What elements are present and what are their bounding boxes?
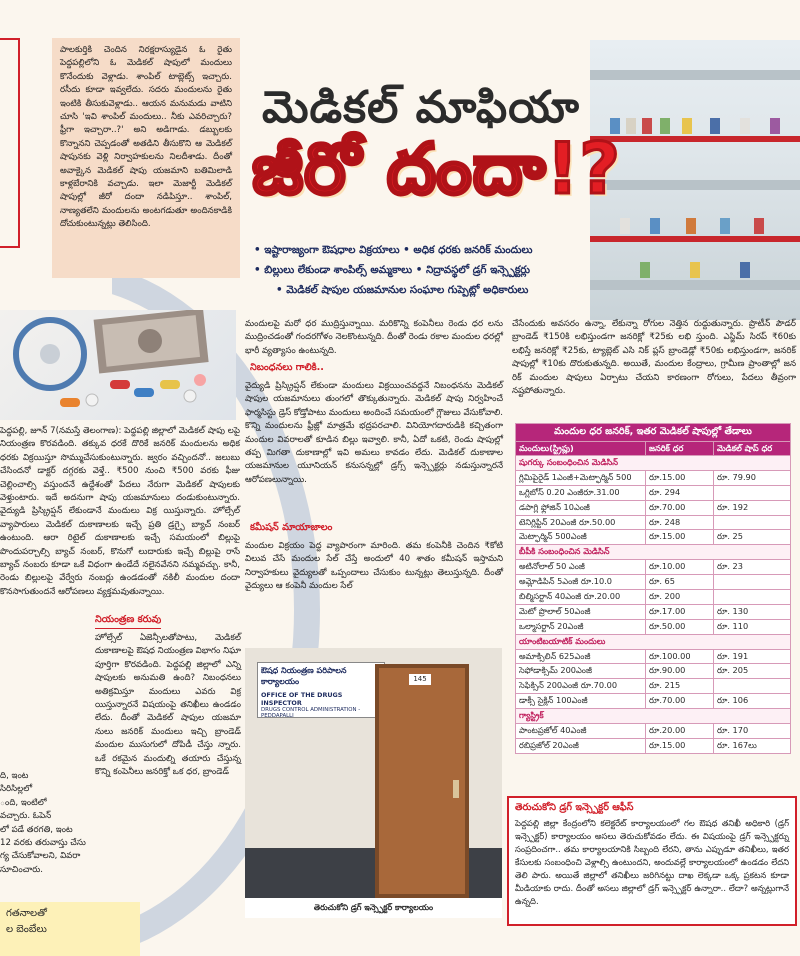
middle-column-lead: మందులపై మరో ధర ముద్రిస్తున్నాయి. మరికొన్ని కంపెనీలు రెండు ధర లను ముద్రించడంతో గందరగోళం నెలకొంటున్నది. దీంతో రెండు రకాల మందుల ధరల్లో భారీ వ్యత్యాసం ఉంటున్నది. bbox=[245, 319, 503, 356]
headline-line1: మెడికల్ మాఫియా bbox=[262, 82, 580, 133]
table-cell-name: అటినోలాల్ 50 ఎంజీ bbox=[516, 560, 646, 575]
sign-line3: DRUGS CONTROL ADMINISTRATION - PEDDAPALLI bbox=[261, 707, 361, 719]
table-category-row bbox=[516, 456, 791, 471]
table-cell-generic: రూ. 200 bbox=[646, 590, 714, 605]
table-cell-shop: రూ. 106 bbox=[714, 694, 791, 709]
table-cell-shop bbox=[714, 515, 791, 530]
table-cell-shop: రూ. 79.90 bbox=[714, 470, 791, 485]
door-handle bbox=[453, 780, 459, 798]
table-row bbox=[516, 560, 791, 575]
drug-inspector-office-photo bbox=[245, 648, 502, 918]
table-cell-name: పాంటప్రజోల్ 40ఎంజీ bbox=[516, 724, 646, 739]
table-row bbox=[516, 724, 791, 739]
table-cell-shop bbox=[714, 575, 791, 590]
table-category-label: బీపీకి సంబంధించిన మెడిసిన్ bbox=[516, 545, 791, 560]
table-cell-generic: రూ. 248 bbox=[646, 515, 714, 530]
edge-fragment: 12 వరకు తరువాస్తు చేసు bbox=[0, 838, 86, 849]
bullet-line-1: • ఇష్టారాజ్యంగా ఔషధాల విక్రయాలు • అధిక ధరకు జనరిక్ మందులు bbox=[254, 244, 533, 256]
bullet-line-2: • బిల్లులు లేకుండా శాంపిల్స్ అమ్మకాలు • నిద్రావస్థలో డ్రగ్ ఇన్స్పెక్టర్లు bbox=[254, 264, 531, 276]
table-category-row bbox=[516, 634, 791, 649]
table-cell-name: సెఫోడాక్సిమ్ 200ఎంజీ bbox=[516, 664, 646, 679]
table-cell-name: మెట్ఫార్మిన్ 500ఎంజీ bbox=[516, 530, 646, 545]
drug-inspector-body: పెద్దపల్లి జిల్లా కేంద్రంలోని కలెక్టరేట్ కార్యాలయంలో గల ఔషధ తనిఖీ అధికారి (డ్రగ్ ఇన్స్పెక్టర్) కార్యాలయం అసలు తెరుచుకోవడం లేదు. ఈ విషయంపై డ్రగ్ ఇన్స్పెక్టర్ను సంప్రదించగా.. తమ కార్యాలయానికి సిబ్బంది లేరని, తాను ఎప్పుడూ తనిఖీలు, ఇతర కేసులకు సంబంధించి వెళ్లాల్సి ఉంటుందని, అందువల్లే కార్యాలయంలో ఉండడం లేదని తెలి పారు. అయితే జిల్లాలో తనిఖీలు జరిగినట్టు దాఖ లెక్కడా ఒక్క ప్రకటన కూడా మీడియాకు రాదు. దీంతో అసలు జిల్లాలో డ్రగ్ ఇన్స్పెక్టర్ ఉన్నారా.. లేదా? అన్నట్లుగానే ఉన్నది. bbox=[515, 818, 789, 906]
pharmacy-shelf-photo bbox=[590, 40, 800, 320]
drug-inspector-box bbox=[507, 796, 797, 926]
headline-line2: జీరో దందా!? bbox=[252, 128, 621, 210]
table-row bbox=[516, 485, 791, 500]
table-category-row bbox=[516, 709, 791, 724]
table-row bbox=[516, 649, 791, 664]
table-row bbox=[516, 590, 791, 605]
table-cell-shop: రూ. 205 bbox=[714, 664, 791, 679]
table-cell-generic: రూ. 215 bbox=[646, 679, 714, 694]
table-cell-name: అమ్లోడిపిన్ 5ఎంజీ రూ.10.0 bbox=[516, 575, 646, 590]
office-door bbox=[375, 664, 469, 898]
table-cell-name: ఒల్మాసర్టాన్ 20ఎంజీ bbox=[516, 619, 646, 634]
table-cell-name: ఒగ్లిబోస్ 0.20 ఎంజీరూ.31.00 bbox=[516, 485, 646, 500]
table-title: మందుల ధర జనరిక్, ఇతర మెడికల్ షాపుల్లో తేడాలు bbox=[516, 424, 791, 442]
table-cell-generic: రూ.20.00 bbox=[646, 724, 714, 739]
sign-line1: ఔషధ నియంత్రణ పరిపాలన కార్యాలయం bbox=[261, 666, 347, 686]
bottom-story-box bbox=[0, 902, 140, 956]
edge-fragment: ల బెంబేలు bbox=[6, 924, 47, 935]
table-cell-generic: రూ.15.00 bbox=[646, 470, 714, 485]
table-row bbox=[516, 575, 791, 590]
table-header-generic: జనరిక్ ధర bbox=[646, 442, 714, 456]
table-cell-shop: రూ. 170 bbox=[714, 724, 791, 739]
drug-inspector-heading: తెరుచుకోని డ్రగ్ ఇన్స్పెక్టర్ ఆఫీస్ bbox=[515, 802, 634, 813]
edge-fragment: గతనాలతో bbox=[6, 908, 47, 919]
table-cell-shop: రూ. 130 bbox=[714, 604, 791, 619]
table-cell-name: అమాక్సిలిన్ 625ఎంజీ bbox=[516, 649, 646, 664]
edge-fragment: ది, ఇంట bbox=[0, 771, 29, 781]
sidebar-text: పాలకుర్తికి చెందిన నిరక్షరాస్యుడైన ఓ రైతు పెద్దపల్లిలోని ఓ మెడికల్ షాపులో మందులు కొనేందుకు వెళ్లాడు. శాంపిల్ టాబ్లెట్స్ ఇచ్చారు. రసీదు కూడా ఇవ్వలేదు. సదరు మందులను రైతు ఇంటికి తీసుకువెళ్లాడు.. ఆయన మనుమడు వాటిని చూసి 'ఇవి శాంపిల్ మందులు.. నీకు ఎవరిచ్చారు? ఫ్రీగా ఇచ్చారా..?' అని అడిగాడు. డబ్బులకు కొన్నానని చెప్పడంతో అతడిని తీసుకొని ఆ మెడికల్ షాపునకు వెళ్లి నిర్వాహకులను నిలదీశాడు. దీంతో అవాక్కైన మెడికల్ షాపు యజమాని బతిమిలాడి కాళ్లబేరానికి వచ్చాడు. ఇలా మెజార్టీ మెడికల్ షాపుల్లో జీరో దందా నడిపిస్తూ.. శాంపిల్, నాణ్యతలేని మందులను అంటగడుతూ అందినకాడికి దోచుకుంటున్నట్లు తెలిసింది. bbox=[60, 45, 232, 230]
bullet-line-3: • మెడికల్ షాపుల యజమానుల సంఘాల గుప్పెట్లో అధికారులు bbox=[276, 284, 529, 296]
edge-fragment: సూచించారు. bbox=[0, 864, 43, 875]
table-cell-shop bbox=[714, 679, 791, 694]
table-row bbox=[516, 738, 791, 753]
table-header-shop: మెడికల్ షాప్ ధర bbox=[714, 442, 791, 456]
table-category-label: షుగర్కు సంబంధించిన మెడిసిన్ bbox=[516, 456, 791, 471]
table-cell-generic: రూ.70.00 bbox=[646, 694, 714, 709]
medicine-illustration bbox=[0, 310, 236, 420]
table-row bbox=[516, 694, 791, 709]
table-cell-shop: రూ. 191 bbox=[714, 649, 791, 664]
office-photo-caption: తెరుచుకోని డ్రగ్ ఇన్స్పెక్టర్ కార్యాలయం bbox=[245, 898, 502, 918]
table-row bbox=[516, 604, 791, 619]
table-row bbox=[516, 500, 791, 515]
left-heading-control bbox=[95, 614, 161, 629]
table-row bbox=[516, 515, 791, 530]
table-header-medicine: మందులు(స్ట్రిప్లు) bbox=[516, 442, 646, 456]
edge-fragment: ంది, ఇంటిలో bbox=[0, 797, 47, 808]
table-cell-name: డాక్సీ సైక్లిన్ 100ఎంజీ bbox=[516, 694, 646, 709]
table-category-label: గ్యాస్ట్రిక్ bbox=[516, 709, 791, 724]
table-cell-name: మెటో ప్రొలాల్ 50ఎంజీ bbox=[516, 604, 646, 619]
left-column-intro: పెద్దపల్లి, జూన్ 7(నమస్తే తెలంగాణ): పెద్దపల్లి జిల్లాలో మెడికల్ షాపు లపై నియంత్రణ కొరవడింది. తక్కువ ధరకే దొరికే జనరిక్ మందులను అధిక ధరకు విక్రయిస్తూ సొమ్ముచేసుకుంటున్నారు. జ్వరం వచ్చిందనో.. జలుబు చేసిందనో డాక్టర్ దగ్గరకు వెళ్తే.. ₹500 నుంచి ₹500 వరకు ఫీజు చెల్లించాల్సి వస్తుందనే ఉద్దేశంతో పేదలు నేరుగా మెడికల్ షాపులకు వెళ్తుంటారు. ఇదే అదనుగా షాపు యజమానులు దండుకుంటున్నారు. వైద్యుడి ప్రిస్క్రిప్షన్ లేకుండానే మందులు విక్ర యిస్తున్నారు. హోల్సేల్ వ్యాపారులు మెడికల్ దుకాణాలకు ఇచ్చే ప్రతి డ్రగ్పై బ్యాచ్ నంబర్ ఉంటుంది. ఆరా రిటైల్ దుకాణాలకు ఇచ్చే సమయంలో బిల్లుపై పొందుపర్చాల్సి బ్యాచ్ నంబర్, కొనుగో లుదారుకు ఇచ్చే బిల్లుపై రాసే బ్యాచ్ నంబరు కూడా ఒకే విధంగా ఉండేదే నలైనవేనని నమ్మవచ్చు. కానీ, రెండు బిల్లులపై వేర్వేరు నంబర్లు ఉండడంతో నకిలీ మందుల దందా కొనసాగుతుందనే ఆరోపణలు వ్యక్తమవుతున్నాయి. bbox=[0, 426, 240, 597]
middle-heading-rules: నిబంధనలు గాలికి.. bbox=[250, 362, 324, 373]
table-cell-name: బిల్మిసర్టాన్ 40ఎంజీ రూ.20.00 bbox=[516, 590, 646, 605]
left-edge-fragments bbox=[0, 770, 92, 877]
left-column-body: హోల్సేల్ ఏజెన్సీలతోపాటు, మెడికల్ దుకాణాలపై ఔషధ నియంత్రణ విభాగం నిఘా పూర్తిగా కొరవడింది. పెద్దపల్లి జిల్లాలో ఎన్ని షాపులకు అనుమతి ఉంది? నిబంధనలు అతిక్రమిస్తూ మందులు ఎవరు విక్ర యిస్తున్నారనే విషయంపై తనిఖీలు ఉండడం లేదు. దీంతో మెడికల్ షాపుల యజమా నులు జనరిక్ మందులు ఇచ్చి బ్రాండెడ్ మందుల ముసుగులో దోపిడీ చేస్తు న్నారు. ఒకే రకమైన మందుల్ని తయారు చేస్తున్న కొన్ని కంపెనీలు జనరిక్తో ఒక ధర, బ్రాండెడ్ bbox=[95, 633, 241, 778]
table-cell-generic: రూ.10.00 bbox=[646, 560, 714, 575]
sign-line2: OFFICE OF THE DRUGS INSPECTOR bbox=[261, 691, 343, 707]
table-cell-shop bbox=[714, 485, 791, 500]
table-cell-name: సెఫిక్సిన్ 200ఎంజీ రూ.70.00 bbox=[516, 679, 646, 694]
price-comparison-table bbox=[515, 423, 791, 754]
table-cell-name: టెనిగ్లిప్టిన్ 20ఎంజీ రూ.50.00 bbox=[516, 515, 646, 530]
table-body bbox=[516, 456, 791, 754]
sidebar-story bbox=[52, 38, 240, 278]
table-cell-generic: రూ.15.00 bbox=[646, 530, 714, 545]
edge-fragment: లో పడే తరగతి, ఇంట bbox=[0, 824, 73, 835]
office-signboard bbox=[257, 662, 385, 718]
table-row bbox=[516, 619, 791, 634]
table-cell-shop: రూ. 25 bbox=[714, 530, 791, 545]
table-cell-name: గ్లిమిపైరైడ్ 1ఎంజీ+మెట్ఫార్మిన్ 500 bbox=[516, 470, 646, 485]
left-heading-text: నియంత్రణ కరువు bbox=[95, 614, 161, 629]
edge-fragment: సిరిసిల్లలో bbox=[0, 784, 33, 795]
middle-column-body2: మందుల విక్రయం పెద్ద వ్యాపారంగా మారింది. తమ కంపెనీకి చెందిన ₹కోటి విలువ చేసే మందుల సేల్ చేస్తే అందులో 40 శాతం కమీషన్ ఇస్తామని నిర్వాహకులు వైద్యులతో ఒప్పందాలు చేసుకుం టున్నట్లు తెలుస్తున్నది. దీంతో వైద్యులు ఆ కంపెనీ మందుల సేల్ bbox=[245, 541, 503, 592]
middle-heading-commission: కమీషన్ మాయాజాలం bbox=[250, 522, 333, 533]
table-cell-generic: రూ.15.00 bbox=[646, 738, 714, 753]
middle-column-body1: వైద్యుడి ప్రిస్క్రిప్షన్ లేకుండా మందులు విక్రయించవద్దనే నిబంధనను మెడికల్ షాపుల యజమానులు తుంగలో తొక్కుతున్నారు. మెడికల్ షాపు నిర్వహించే ఫార్మసిస్టు డ్రెస్ కోడ్తోపాటు మందులు అందించే సమయంలో గ్లౌజులు వేసుకోవాలి. కొన్ని మందులను ఫ్రీజ్లో మాత్రమే భద్రపరచాలి. వినియోగదారుడికి కచ్చితంగా మందుల వివరాలతో కూడిన బిల్లు ఇవ్వాలి. కానీ, ఏదో ఒకటి, రెండు షాపుల్లో తప్ప మిగతా దుకాణాల్లో ఇవి అమలు కావడం లేదు. మెడికల్ దుకాణాల యజమానుల యూనియన్ కనుసన్నల్లో డ్రగ్స్ ఇన్స్పెక్టర్లు నడుస్తున్నారనే ఆరోపణలున్నాయి. bbox=[245, 381, 503, 485]
table-row bbox=[516, 664, 791, 679]
edge-fragment: వచ్చారు. ఓపెన్ bbox=[0, 811, 52, 822]
table-cell-shop: రూ. 23 bbox=[714, 560, 791, 575]
edge-fragment: గ్య చేసుకోవాలని, వివరా bbox=[0, 851, 81, 862]
door-number-plate: 145 bbox=[409, 674, 431, 685]
table-category-row bbox=[516, 545, 791, 560]
table-cell-generic: రూ.90.00 bbox=[646, 664, 714, 679]
table-cell-generic: రూ.70.00 bbox=[646, 500, 714, 515]
table-row bbox=[516, 470, 791, 485]
table-cell-name: రబిప్రజోల్ 20ఎంజీ bbox=[516, 738, 646, 753]
table-cell-generic: రూ.50.00 bbox=[646, 619, 714, 634]
table-cell-shop: రూ. 192 bbox=[714, 500, 791, 515]
table-cell-name: డపాగ్లి ఫ్లోజిన్ 10ఎంజీ bbox=[516, 500, 646, 515]
table-cell-generic: రూ. 65 bbox=[646, 575, 714, 590]
medicine-photo bbox=[0, 310, 236, 420]
table-category-label: యాంటిబయాటిక్ మందులు bbox=[516, 634, 791, 649]
table-cell-shop: రూ. 167లు bbox=[714, 738, 791, 753]
left-red-frame bbox=[0, 38, 20, 248]
table-cell-generic: రూ. 294 bbox=[646, 485, 714, 500]
table-cell-shop: రూ. 110 bbox=[714, 619, 791, 634]
table-cell-generic: రూ.100.00 bbox=[646, 649, 714, 664]
table-row bbox=[516, 530, 791, 545]
table-cell-generic: రూ.17.00 bbox=[646, 604, 714, 619]
table-row bbox=[516, 679, 791, 694]
table-cell-shop bbox=[714, 590, 791, 605]
right-column-lead: చేసేందుకు అవసరం ఉన్నా, లేకున్నా రోగుల నెత్తిన రుద్దుతున్నారు. ప్రొటీన్ పౌడర్ బ్రాండెడ్ ₹150కి లభిస్తుండగా జనరిక్లో ₹25కు లభి స్తుంది. ఎస్జిమ్ సిరప్ ₹60కు లభిస్తే జనరిక్లో ₹25కు, ట్యాబ్లెట్ ఎసి నిక్ ప్లస్ బ్రాండెడ్లో ₹50కు లభిస్తుండగా, జనరిక్ షాపుల్లో ₹10కు దొరుకుతున్నది. అయితే, మందుల కేంద్రాలు, గ్రామీణ ప్రాంతాల్లో జన రిక్ మందుల షాపులు ఏర్పాటు చేయని కారణంగా రోగులు, పేదలు తీవ్రంగా నష్టపోతున్నారు. bbox=[512, 319, 796, 397]
